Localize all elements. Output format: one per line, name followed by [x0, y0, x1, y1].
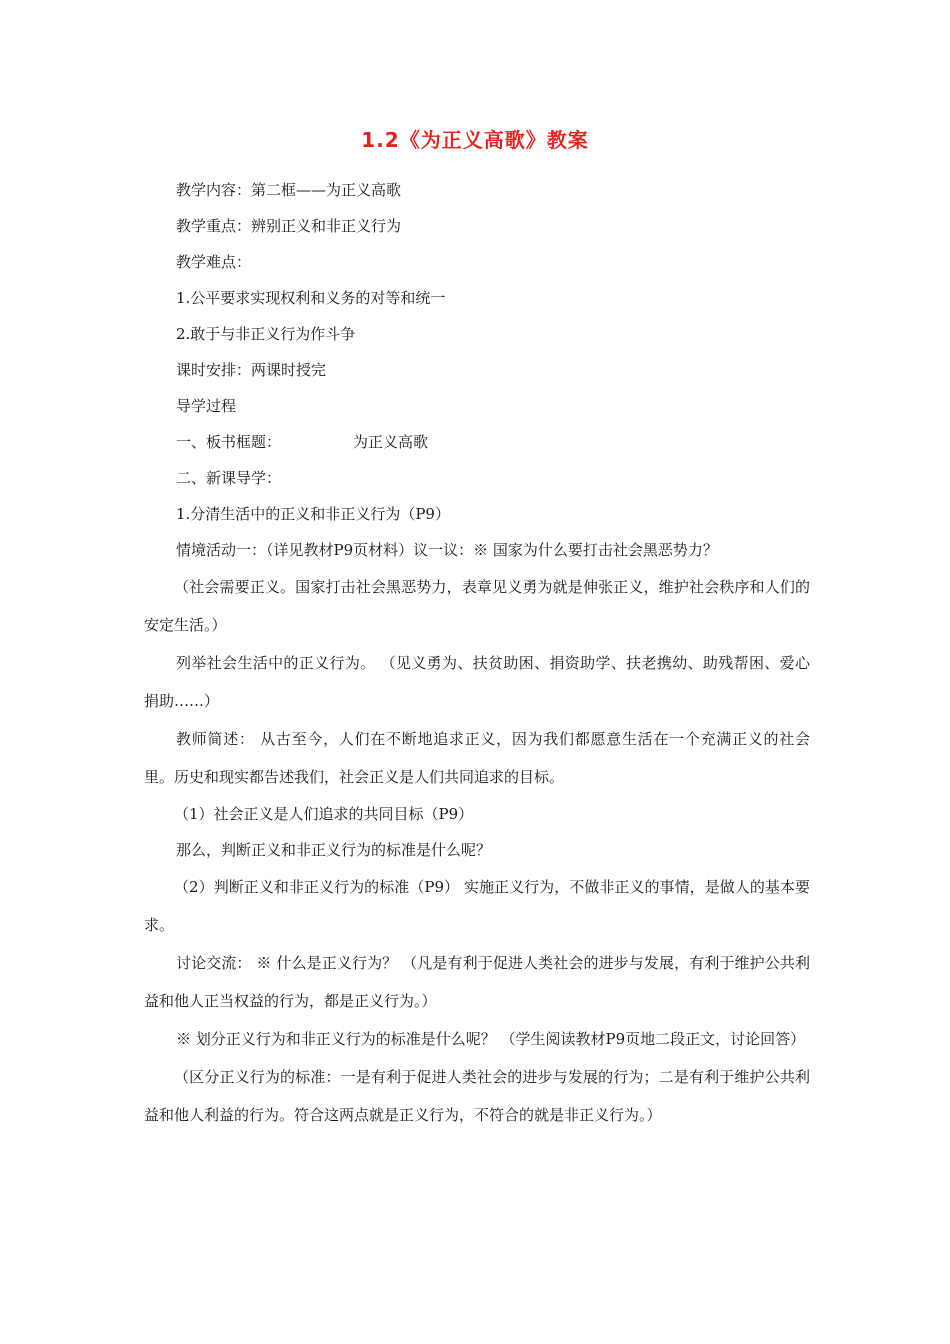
answer-1: （社会需要正义。国家打击社会黑恶势力，表章见义勇为就是伸张正义，维护社会秩序和人们的安定生活。） [144, 578, 810, 634]
difficulty-item-2: 2.敢于与非正义行为作斗争 [176, 325, 356, 343]
criteria-question: ※ 划分正义行为和非正义行为的标准是什么呢？ （学生阅读教材P9页地二段正文，讨论回答） [176, 1030, 806, 1048]
teacher-summary: 教师简述： 从古至今，人们在不断地追求正义，因为我们都愿意生活在一个充满正义的社会里。历史和现实都告述我们，社会正义是人们共同追求的目标。 [144, 730, 810, 786]
teaching-key-point: 教学重点：辨别正义和非正义行为 [176, 217, 402, 235]
new-lesson-heading: 二、新课导学： [176, 469, 282, 487]
point-2: （2）判断正义和非正义行为的标准（P9） 实施正义行为，不做非正义的事情，是做人的基本要求。 [144, 878, 810, 934]
criteria-answer: （区分正义行为的标准：一是有利于促进人类社会的进步与发展的行为；二是有利于维护公共利益和他人利益的行为。符合这两点就是正义行为，不符合的就是非正义行为。） [144, 1068, 810, 1124]
schedule: 课时安排：两课时授完 [176, 361, 327, 379]
board-label: 一、板书框题： [176, 433, 282, 451]
document-body [144, 172, 810, 1134]
board-title-line [144, 424, 810, 460]
process-heading: 导学过程 [176, 397, 237, 415]
section-1-heading: 1.分清生活中的正义和非正义行为（P9） [176, 505, 450, 523]
point-1: （1）社会正义是人们追求的共同目标（P9） [174, 805, 474, 823]
difficulty-item-1: 1.公平要求实现权利和义务的对等和统一 [176, 289, 446, 307]
teaching-difficulty: 教学难点： [176, 253, 252, 271]
discussion: 讨论交流： ※ 什么是正义行为？ （凡是有利于促进人类社会的进步与发展，有利于维护公共利益和他人正当权益的行为，都是正义行为。） [144, 954, 810, 1010]
document-title: 1.2《为正义高歌》教案 [361, 128, 589, 152]
board-title: 为正义高歌 [353, 433, 429, 451]
teaching-content: 教学内容：第二框——为正义高歌 [176, 181, 402, 199]
activity-1: 情境活动一：（详见教材P9页材料）议一议：※ 国家为什么要打击社会黑恶势力？ [176, 541, 718, 559]
question: 那么，判断正义和非正义行为的标准是什么呢？ [176, 841, 492, 859]
list-just-acts: 列举社会生活中的正义行为。 （见义勇为、扶贫助困、捐资助学、扶老携幼、助残帮困、爱心捐助……） [144, 654, 810, 710]
